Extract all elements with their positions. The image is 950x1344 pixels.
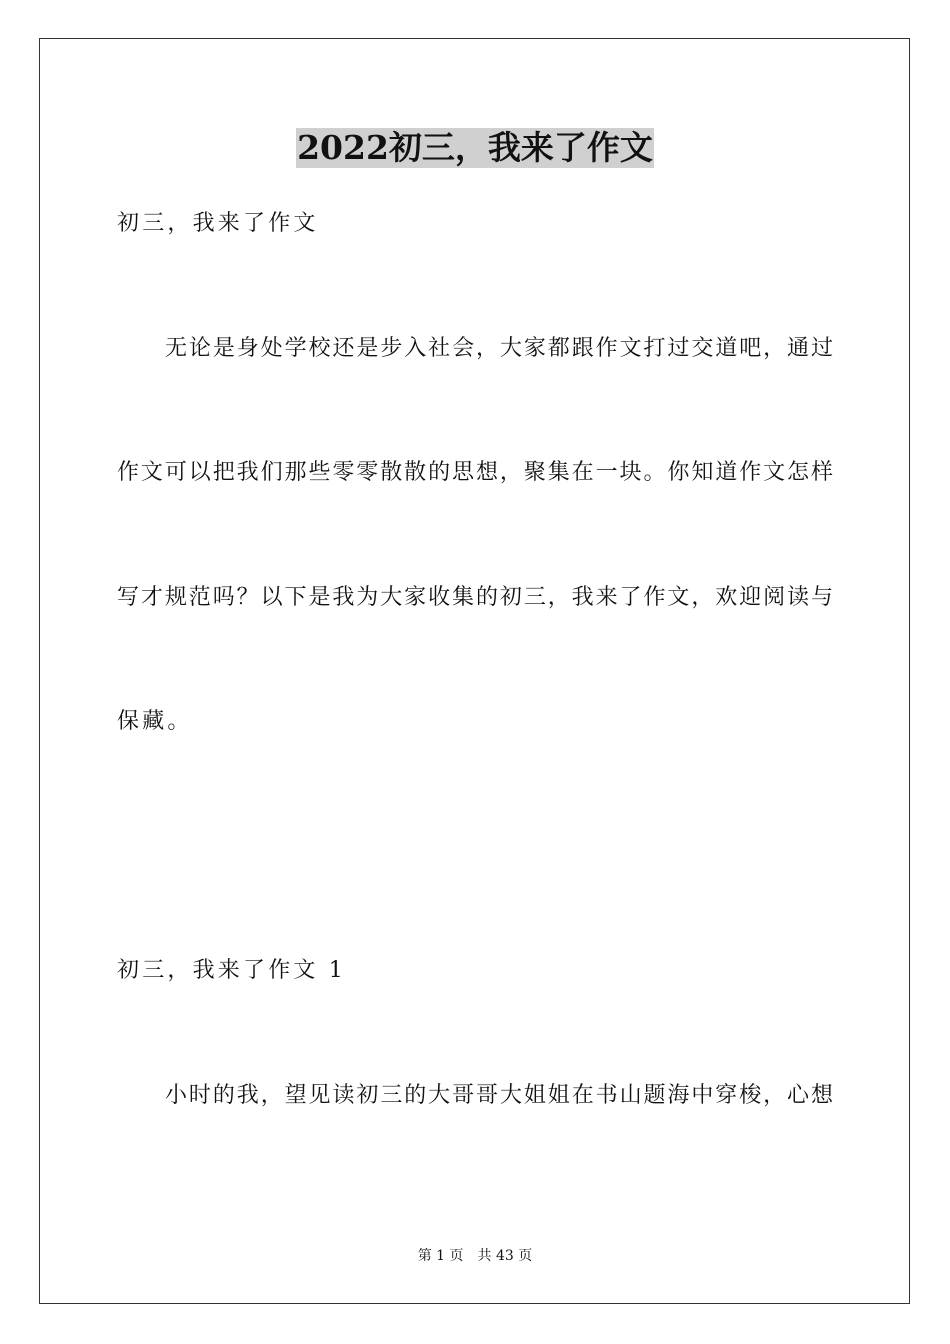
page-footer [0,1247,950,1265]
page-number: 第 1 页 [417,1248,464,1264]
document-title: 2022初三，我来了作文 [297,128,653,167]
document-subtitle: 初三，我来了作文 [117,211,319,236]
section-line-1: 小时的我，望见读初三的大哥哥大姐姐在书山题海中穿梭，心想 [165,1083,833,1108]
intro-line-1: 无论是身处学校还是步入社会，大家都跟作文打过交道吧，通过 [165,336,833,361]
section-heading: 初三，我来了作文 1 [117,958,346,983]
page-total: 共 43 页 [477,1248,533,1264]
title-wrap [0,128,950,168]
intro-line-3: 写才规范吗？以下是我为大家收集的初三，我来了作文，欢迎阅读与 [117,585,833,610]
intro-line-4: 保藏。 [117,709,193,734]
intro-line-2: 作文可以把我们那些零零散散的思想，聚集在一块。你知道作文怎样 [117,460,833,485]
